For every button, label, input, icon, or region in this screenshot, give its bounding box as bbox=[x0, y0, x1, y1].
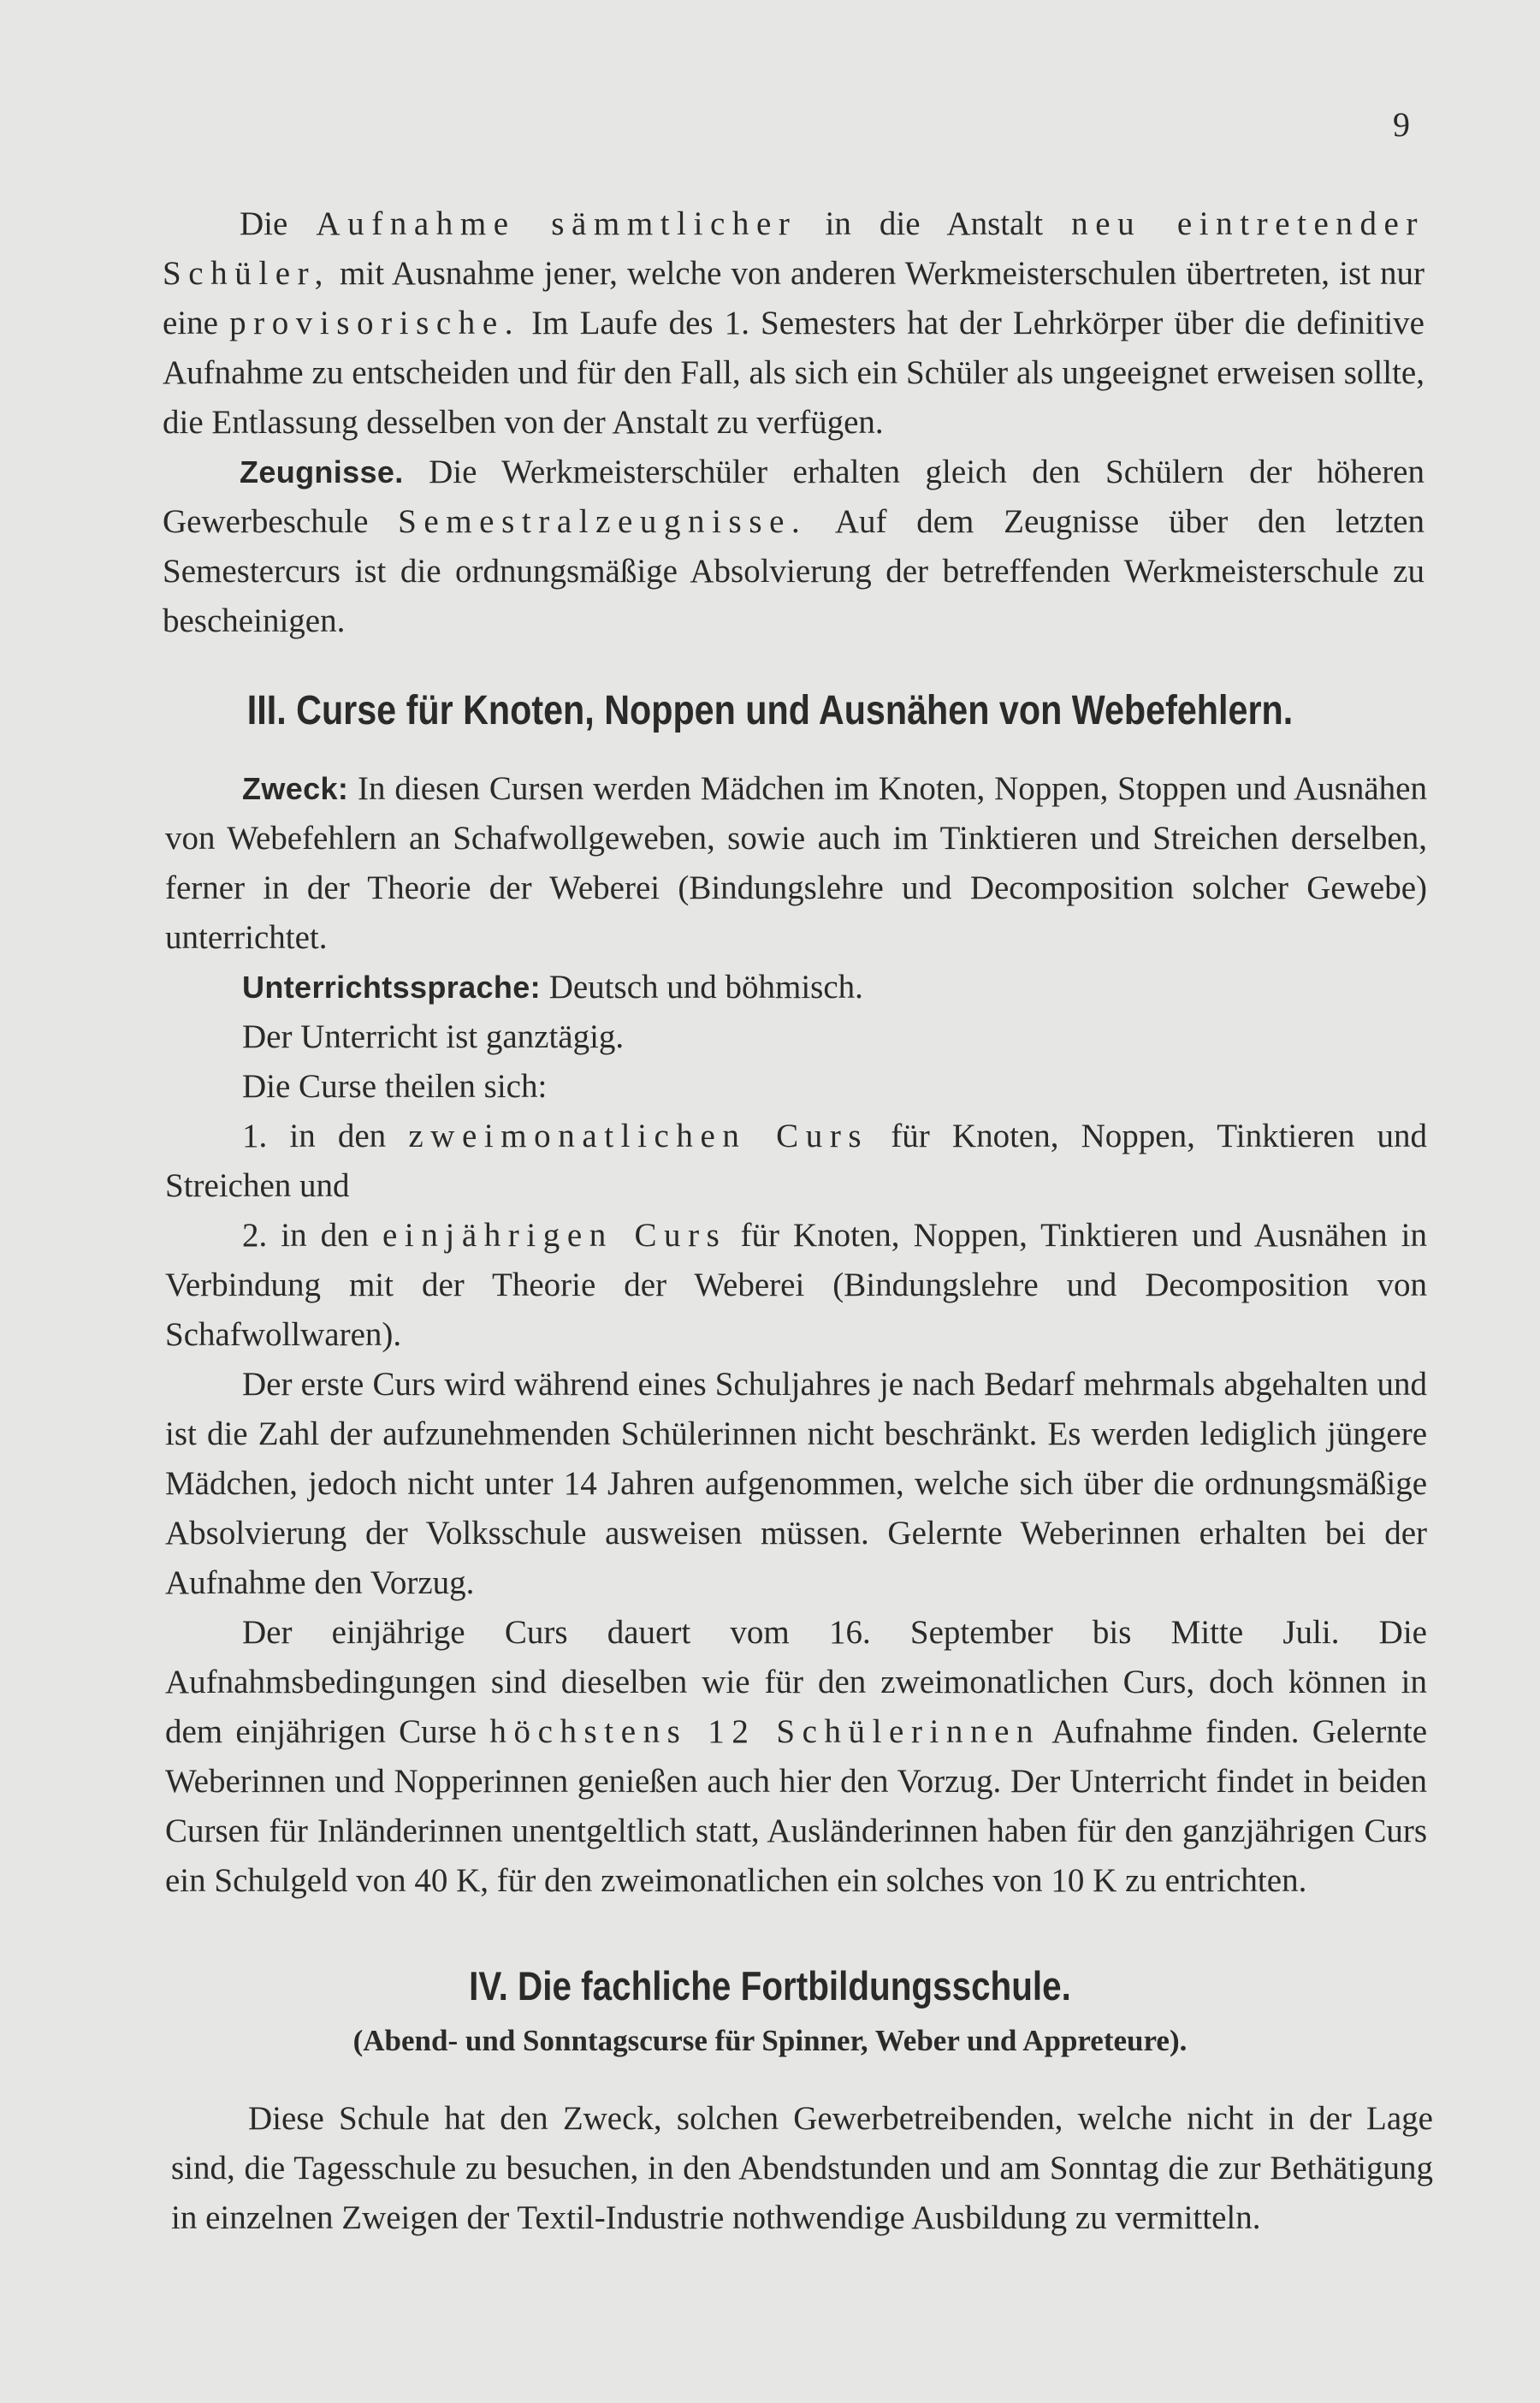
text: Auf dem Zeugnisse über den letzten Semestercurs ist die ordnungsmäßige Absolvierung der betreffenden Werkmeisterschule zu bescheinigen. bbox=[163, 503, 1424, 639]
paragraph-zeugnisse bbox=[163, 448, 1424, 646]
paragraph-aufnahme bbox=[163, 199, 1424, 448]
text: Deutsch und böhmisch. bbox=[540, 969, 863, 1006]
paragraph-sprache bbox=[165, 963, 1427, 1012]
paragraph-theilen: Die Curse theilen sich: bbox=[242, 1068, 548, 1105]
text: für Knoten, Noppen, Tinktieren und Ausnähen in Verbindung mit der Theorie der Weberei (Bindungslehre und Decomposition von Schafwollwaren). bbox=[165, 1217, 1427, 1353]
spaced-text: höchstens 12 Schülerinnen bbox=[489, 1713, 1041, 1750]
spaced-text: Semestralzeugnisse. bbox=[398, 503, 808, 540]
section-heading-4: IV. Die fachliche Fortbildungsschule. bbox=[469, 1963, 1071, 2008]
spaced-text: zweimonatlichen Curs bbox=[408, 1118, 869, 1154]
text: mit Ausnahme jener, welche von anderen Werkmeisterschulen übertreten, ist nur eine bbox=[163, 255, 1424, 341]
text: Der einjährige Curs dauert vom 16. September bis Mitte Juli. Die Aufnahmsbedingungen sind dieselben wie für den zweimonatlichen Curs, doch können in dem einjährigen Curse bbox=[165, 1614, 1427, 1750]
list-item-1 bbox=[165, 1112, 1427, 1211]
text: für Knoten, Noppen, Tinktieren und Streichen und bbox=[165, 1118, 1427, 1204]
text: in die Anstalt bbox=[797, 205, 1072, 242]
section-heading-3: III. Curse für Knoten, Noppen und Ausnähen von Webefehlern. bbox=[246, 688, 1294, 733]
spaced-text: neu eintretender Schüler, bbox=[163, 205, 1425, 292]
text: Die bbox=[240, 205, 317, 242]
page-number: 9 bbox=[1393, 105, 1410, 144]
list-item-2 bbox=[165, 1211, 1427, 1360]
keyword-sprache: Unterrichtssprache: bbox=[242, 970, 541, 1005]
text: Die Werkmeisterschüler erhalten gleich den Schülern der höheren Gewerbeschule bbox=[163, 454, 1424, 540]
paragraph-erster-curs: Der erste Curs wird während eines Schuljahres je nach Bedarf mehrmals abgehalten und ist die Zahl der aufzunehmenden Schülerinnen nicht beschränkt. Es werden lediglich jüngere Mädchen, jedoch nicht unter 14 Jahren aufgenommen, welche sich über die ordnungsmäßige Absolvierung der Volksschule ausweisen müssen. Gelernte Weberinnen erhalten bei der Aufnahme den Vorzug. bbox=[165, 1366, 1427, 1601]
text: 1. in den bbox=[242, 1118, 409, 1154]
text: Im Laufe des 1. Semesters hat der Lehrkörper über die definitive Aufnahme zu entscheiden und für den Fall, als sich ein Schüler als ungeeignet erweisen sollte, die Entlassung desselben von der Anstalt zu verfügen. bbox=[163, 305, 1424, 441]
text: In diesen Cursen werden Mädchen im Knoten, Noppen, Stoppen und Ausnähen von Webefehlern an Schafwollgeweben, sowie auch im Tinktieren und Streichen derselben, ferner in der Theorie der Weberei (Bindungslehre und Decomposition solcher Gewebe) unterrichtet. bbox=[165, 770, 1427, 956]
text: Aufnahme finden. Gelernte Weberinnen und Nopperinnen genießen auch hier den Vorzug. Der Unterricht findet in beiden Cursen für Inländerinnen unentgeltlich statt, Ausländerinnen haben für den ganzjährigen Curs ein Schulgeld von 40 K, für den zweimonatlichen ein solches von 10 K zu entrichten. bbox=[165, 1713, 1427, 1899]
paragraph-zweck bbox=[165, 764, 1427, 963]
paragraph-ganztaegig: Der Unterricht ist ganztägig. bbox=[242, 1018, 625, 1055]
keyword-zeugnisse: Zeugnisse. bbox=[240, 454, 404, 490]
spaced-text: einjährigen Curs bbox=[382, 1217, 727, 1254]
text: 2. in den bbox=[242, 1217, 383, 1254]
spaced-text: Aufnahme sämmtlicher bbox=[316, 205, 797, 242]
paragraph-einjaehriger-curs bbox=[165, 1608, 1427, 1906]
spaced-text: provisorische. bbox=[229, 305, 521, 341]
section-subheading-4: (Abend- und Sonntagscurse für Spinner, Weber und Appreteure). bbox=[352, 2024, 1188, 2057]
keyword-zweck: Zweck: bbox=[242, 771, 349, 806]
paragraph-fortbildungsschule: Diese Schule hat den Zweck, solchen Gewerbetreibenden, welche nicht in der Lage sind, die Tagesschule zu besuchen, in den Abendstunden und am Sonntag die zur Bethätigung in einzelnen Zweigen der Textil-Industrie nothwendige Ausbildung zu vermitteln. bbox=[171, 2100, 1433, 2236]
